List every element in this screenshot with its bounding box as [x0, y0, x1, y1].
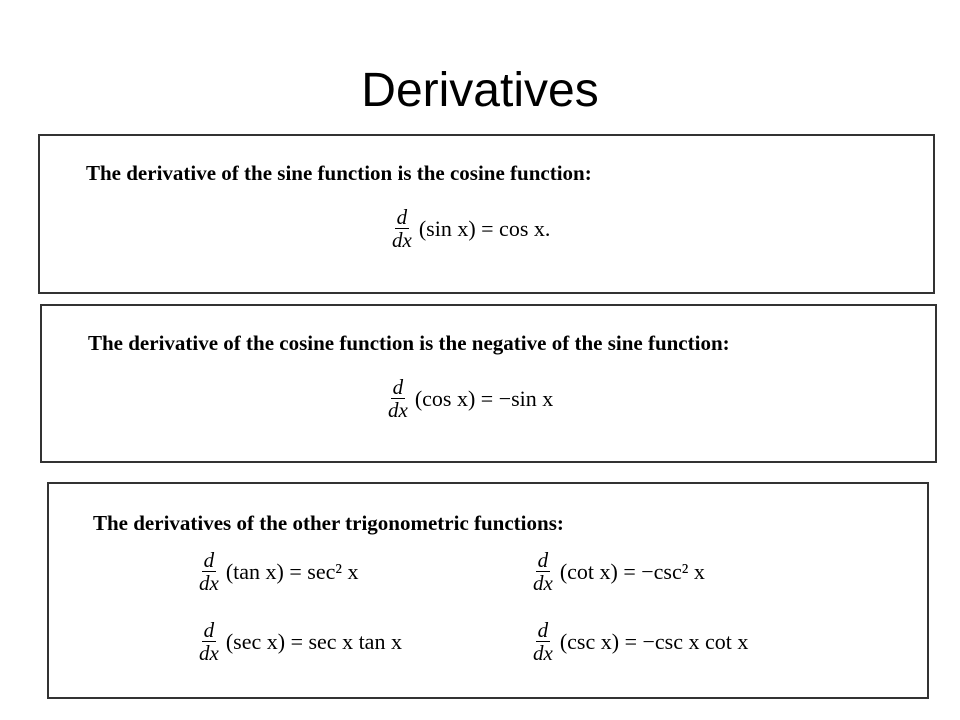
- fraction-numerator: d: [537, 548, 549, 572]
- box-heading: The derivatives of the other trigonometric functions:: [93, 511, 564, 535]
- formula-expression: (cos x) = −sin x: [414, 385, 554, 411]
- derivative-operator: [386, 376, 410, 421]
- formula-sec: [197, 619, 402, 664]
- fraction-denominator: dx: [199, 571, 219, 595]
- formula-csc: [531, 619, 748, 664]
- box-heading: The derivative of the sine function is the cosine function:: [86, 161, 592, 185]
- fraction-denominator: dx: [199, 641, 219, 665]
- derivative-operator: [531, 549, 555, 594]
- other-trig-derivatives-box: [47, 482, 929, 699]
- derivative-operator: [390, 206, 414, 251]
- formula-expression: (sin x) = cos x.: [418, 215, 551, 241]
- cosine-derivative-box: [40, 304, 937, 463]
- formula-cos: [386, 376, 553, 421]
- formula-expression: (tan x) = sec² x: [225, 558, 359, 584]
- derivative-operator: [197, 619, 221, 664]
- derivative-operator: [197, 549, 221, 594]
- fraction-numerator: d: [203, 548, 215, 572]
- fraction-numerator: d: [392, 375, 404, 399]
- formula-cot: [531, 549, 705, 594]
- formula-tan: [197, 549, 358, 594]
- box-heading: The derivative of the cosine function is the negative of the sine function:: [88, 331, 730, 355]
- formula-expression: (csc x) = −csc x cot x: [559, 628, 749, 654]
- slide-title: Derivatives: [361, 64, 599, 117]
- fraction-numerator: d: [203, 618, 215, 642]
- formula-expression: (cot x) = −csc² x: [559, 558, 705, 584]
- fraction-denominator: dx: [388, 398, 408, 422]
- formula-expression: (sec x) = sec x tan x: [225, 628, 402, 654]
- formula-sin: [390, 206, 550, 251]
- fraction-numerator: d: [537, 618, 549, 642]
- sine-derivative-box: [38, 134, 935, 294]
- fraction-denominator: dx: [392, 228, 412, 252]
- derivative-operator: [531, 619, 555, 664]
- fraction-denominator: dx: [533, 571, 553, 595]
- fraction-numerator: d: [396, 205, 408, 229]
- fraction-denominator: dx: [533, 641, 553, 665]
